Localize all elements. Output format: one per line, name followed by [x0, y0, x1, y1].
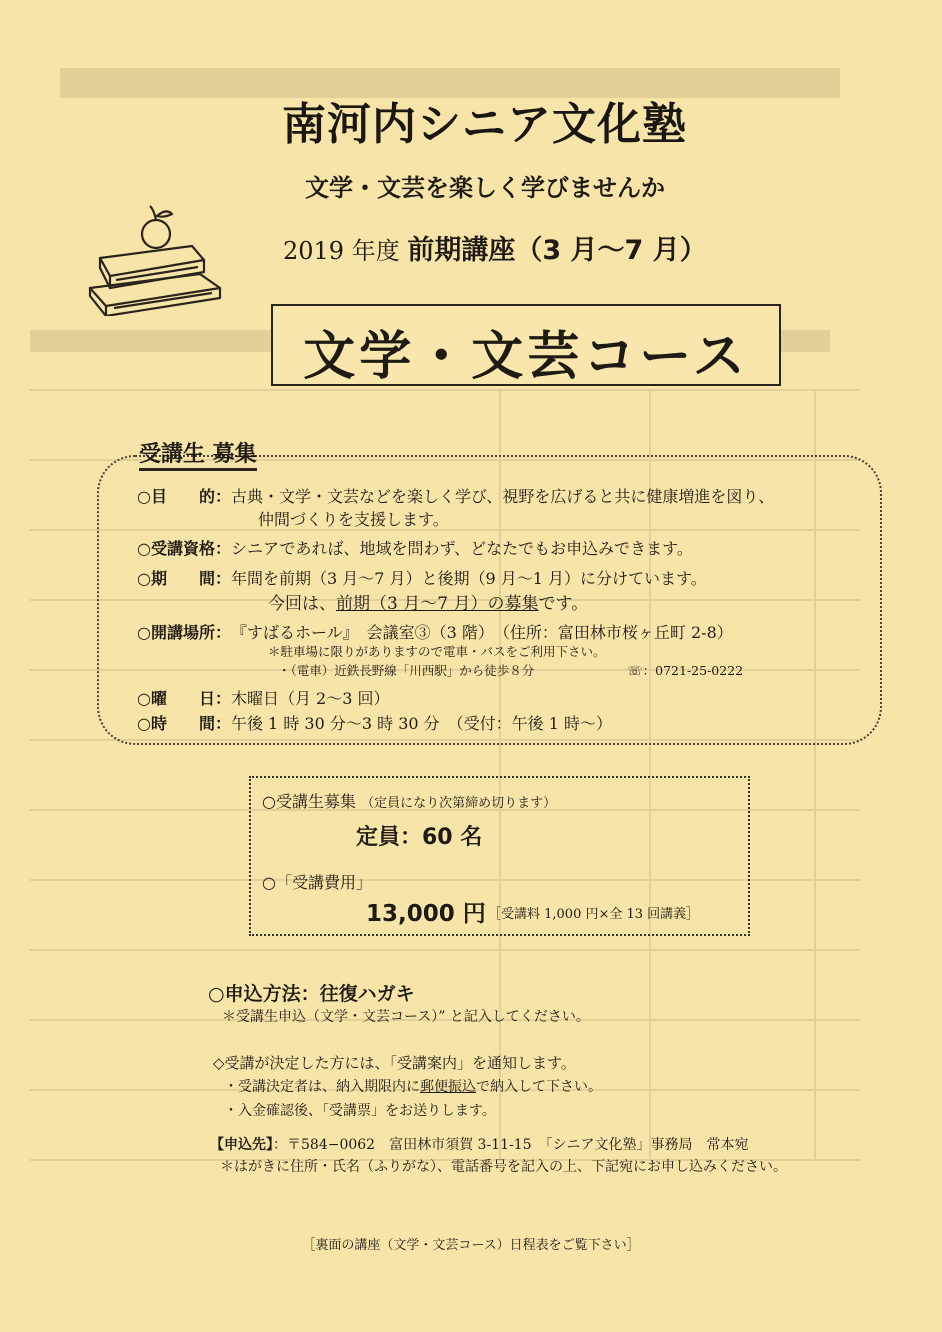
term-line [283, 228, 707, 267]
venue-phone: ☏：0721-25-0222 [627, 663, 744, 678]
page-title: 南河内シニア文化塾 [282, 99, 687, 150]
purpose-row-2 [258, 507, 449, 530]
day-text: 木曜日（月 2〜3 回） [230, 689, 390, 708]
eligibility-label: ○受講資格： [137, 539, 231, 558]
address-label: 【申込先】 [210, 1137, 273, 1153]
address-note: ＊はがきに住所・氏名（ふりがな）、電話番号を記入の上、下記宛にお申し込みください。 [220, 1159, 787, 1175]
address-line [210, 1134, 749, 1154]
period-text: 年間を前期（3 月〜7 月）と後期（9 月〜1 月）に分けています。 [230, 569, 707, 588]
subtitle: 文学・文芸を楽しく学びませんか [305, 174, 665, 202]
footer-note: ［裏面の講座（文学・文芸コース）日程表をご覧下さい］ [302, 1238, 640, 1253]
fee-detail: ［受講料 1,000 円×全 13 回講義］ [488, 907, 700, 922]
time-text: 午後 1 時 30 分〜3 時 30 分 （受付：午後 1 時〜） [230, 714, 613, 733]
fee-recruit-label: ○受講生募集 [262, 792, 356, 811]
eligibility-row [137, 536, 693, 559]
period-now-row [268, 589, 588, 614]
decided-note-payment [224, 1076, 602, 1096]
apply-method-note: ＊受講生申込（文学・文芸コース）” と記入してください。 [222, 1009, 590, 1025]
venue-text: 『すばるホール』 会議室③（3 階） （住所：富田林市桜ヶ丘町 2-8） [230, 623, 733, 642]
fee-amount: 13,000 円 [366, 901, 486, 927]
time-row [137, 711, 612, 734]
purpose-label: ○目 的： [137, 487, 231, 506]
capacity: 定員：60 名 [356, 825, 483, 850]
fee-recruit-line [262, 789, 556, 812]
day-label: ○曜 日： [137, 689, 231, 708]
decided-note-payment-emph: 郵便振込 [420, 1079, 476, 1095]
eligibility-text: シニアであれば、地域を問わず、どなたでもお申込みできます。 [230, 539, 693, 558]
course-title-box [271, 304, 781, 386]
fiscal-year: 2019 年度 [283, 237, 400, 265]
apply-method: ○申込方法：往復ハガキ [208, 983, 415, 1005]
period-now-emph: 前期（3 月〜7 月）の募集 [336, 594, 539, 614]
decided-note-payment-suffix: で納入して下さい。 [476, 1079, 602, 1095]
venue-row [137, 620, 733, 643]
decided-notice: ◇受講が決定した方には、「受講案内」を通知します。 [213, 1054, 576, 1072]
purpose-text: 古典・文学・文芸などを楽しく学び、視野を広げると共に健康増進を図り、 [230, 487, 775, 506]
decided-note-ticket: ・入金確認後、「受講票」をお送りします。 [224, 1103, 496, 1119]
period-row [137, 566, 707, 589]
venue-label: ○開講場所： [137, 623, 231, 642]
recruit-heading [139, 437, 257, 468]
period-label: ○期 間： [137, 569, 231, 588]
period-now-suffix: です。 [538, 594, 589, 614]
venue-note-train: ・（電車）近鉄長野線「川西駅」から徒歩８分 [278, 663, 535, 678]
day-row [137, 686, 390, 709]
decided-note-payment-prefix: ・受講決定者は、納入期限内に [224, 1079, 420, 1095]
term-heading: 前期講座（3 月〜7 月） [407, 235, 707, 266]
address-text: ：〒584−0062 富田林市須賀 3-11-15 「シニア文化塾」事務局 常本宛 [273, 1137, 749, 1153]
purpose-text-2: 仲間づくりを支援します。 [258, 510, 449, 529]
books-apple-icon [80, 196, 230, 316]
purpose-row [137, 484, 774, 507]
fee-label: ○「受講費用」 [262, 873, 372, 892]
time-label: ○時 間： [137, 714, 231, 733]
fee-recruit-note: （定員になり次第締め切ります） [361, 796, 557, 811]
recruit-heading-text: 受講生 募集 [139, 442, 257, 471]
course-title: 文学・文芸コース [303, 326, 749, 387]
venue-note-parking: ＊駐車場に限りがありますので電車・バスをご利用下さい。 [268, 644, 606, 659]
period-now-prefix: 今回は、 [268, 594, 336, 614]
